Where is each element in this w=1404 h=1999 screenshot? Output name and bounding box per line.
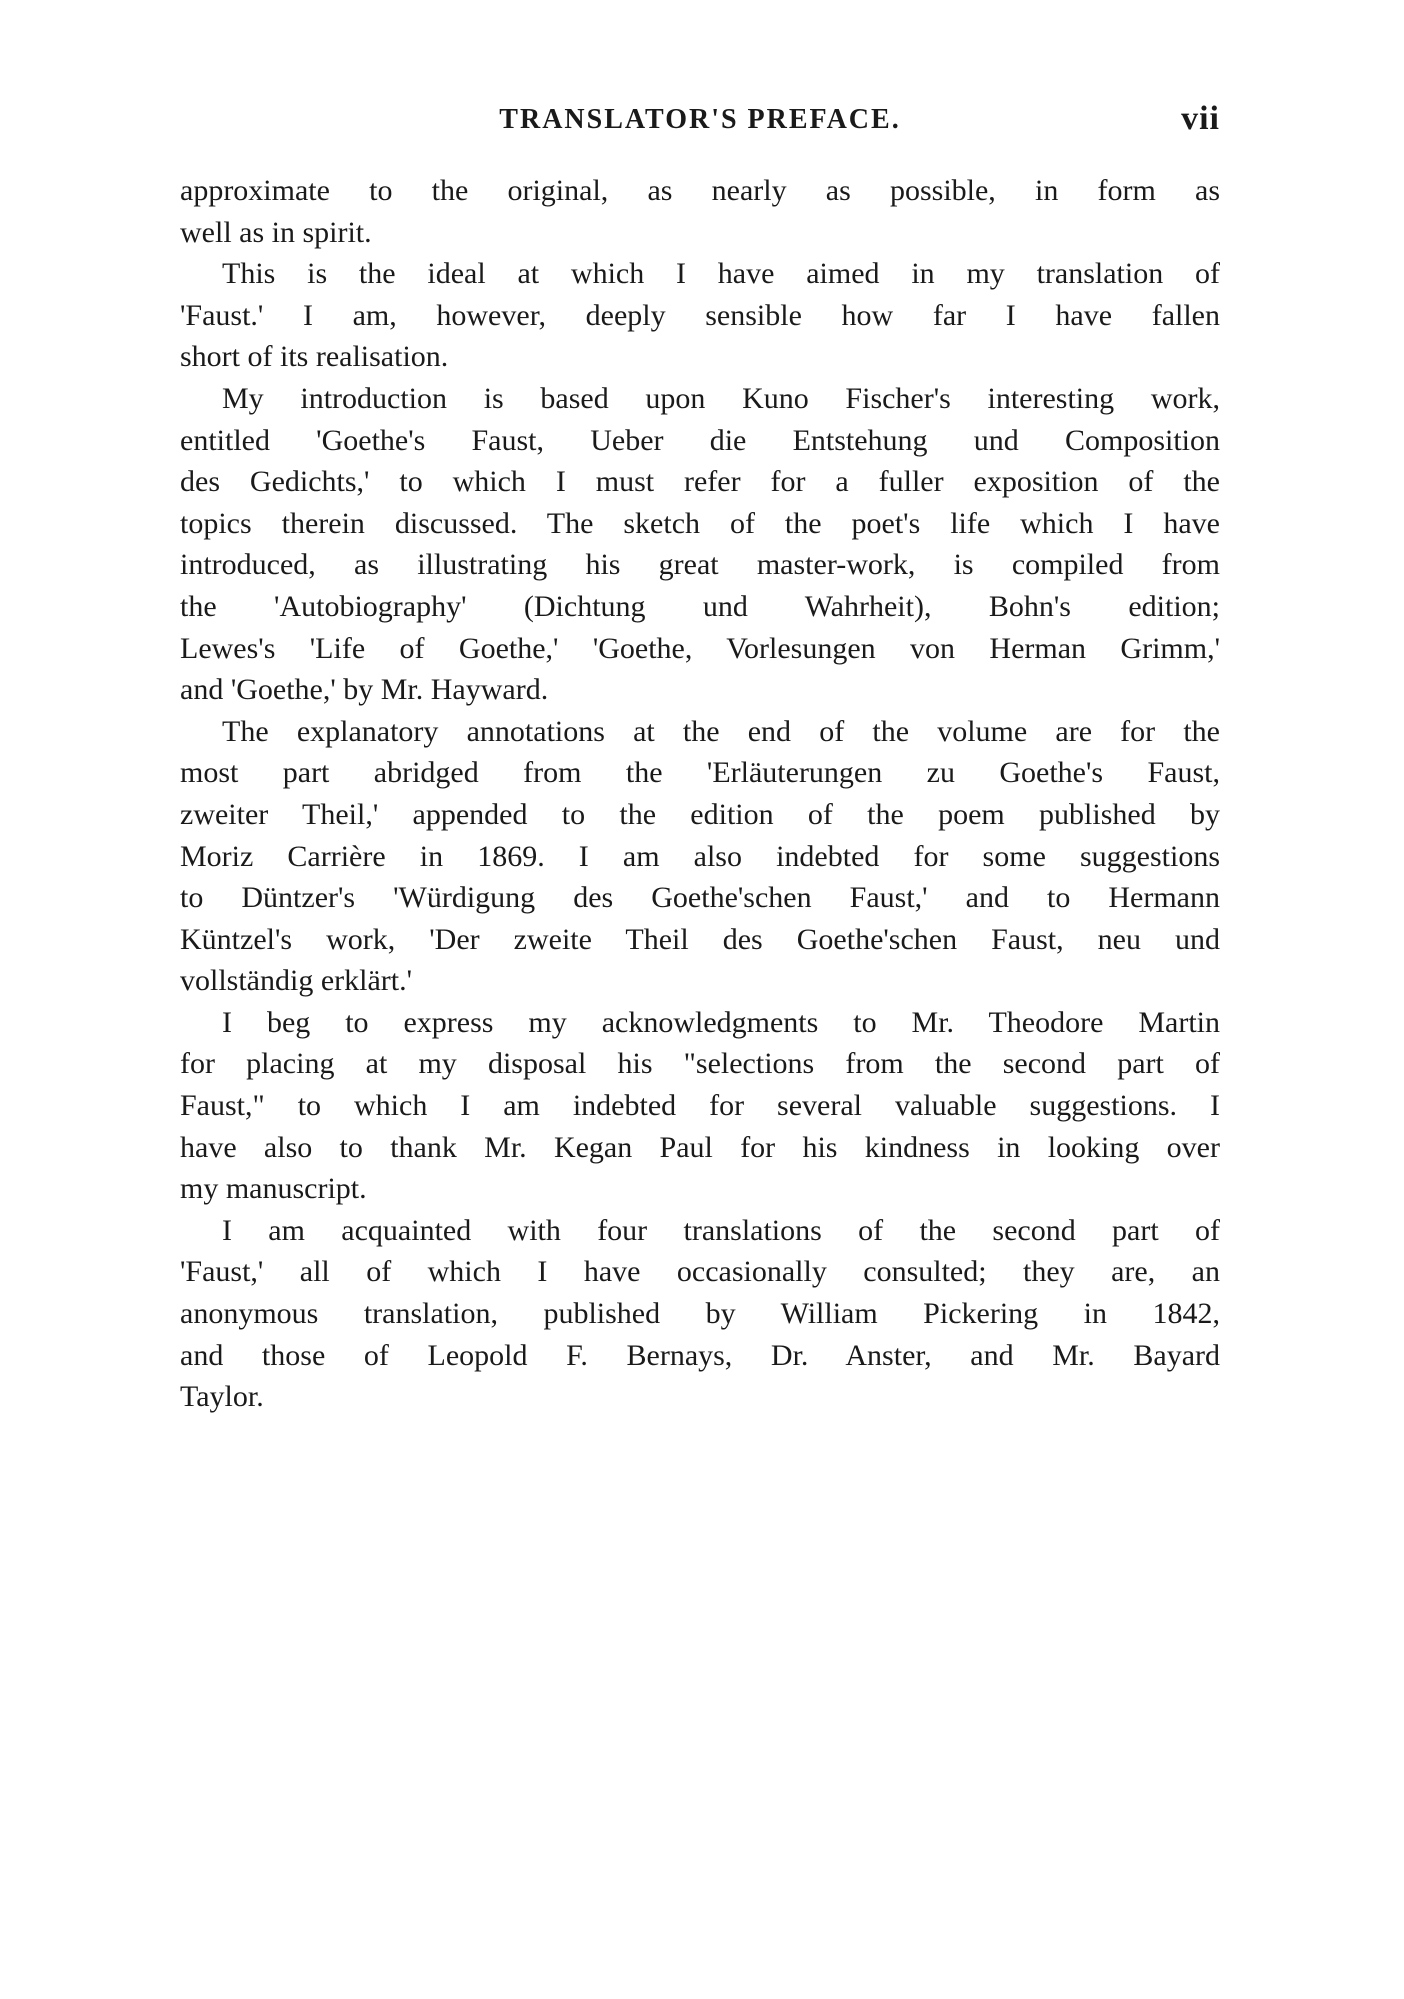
text-line: Küntzel's work, 'Der zweite Theil des Goethe'schen Faust, neu und	[180, 922, 1220, 956]
paragraph-2	[180, 253, 1220, 378]
text-line: The explanatory annotations at the end of the volume are for the	[222, 714, 1220, 748]
text-line: Moriz Carrière in 1869. I am also indebted for some suggestions	[180, 839, 1220, 873]
text-line: introduced, as illustrating his great master-work, is compiled from	[180, 548, 1220, 582]
paragraph-4	[180, 711, 1220, 1002]
text-line: zweiter Theil,' appended to the edition of the poem published by	[180, 797, 1220, 831]
text-line: to Düntzer's 'Würdigung des Goethe'schen Faust,' and to Hermann	[180, 881, 1220, 915]
page-number: vii	[1181, 100, 1220, 137]
text-line: most part abridged from the 'Erläuterungen zu Goethe's Faust,	[180, 756, 1220, 790]
text-line: I am acquainted with four translations of the second part of	[222, 1213, 1220, 1247]
text-line: 'Faust,' all of which I have occasionally consulted; they are, an	[180, 1255, 1220, 1289]
text-line: entitled 'Goethe's Faust, Ueber die Entstehung und Composition	[180, 423, 1220, 457]
paragraph-3	[180, 378, 1220, 711]
text-line: anonymous translation, published by William Pickering in 1842,	[180, 1297, 1220, 1331]
text-line: Taylor.	[180, 1380, 264, 1414]
text-line: and those of Leopold F. Bernays, Dr. Anster, and Mr. Bayard	[180, 1338, 1220, 1372]
text-line: my manuscript.	[180, 1172, 367, 1206]
text-line: the 'Autobiography' (Dichtung und Wahrheit), Bohn's edition;	[180, 589, 1220, 623]
body-text	[180, 170, 1220, 1418]
paragraph-1	[180, 170, 1220, 253]
text-line: 'Faust.' I am, however, deeply sensible how far I have fallen	[180, 298, 1220, 332]
paragraph-5	[180, 1002, 1220, 1210]
text-line: My introduction is based upon Kuno Fischer's interesting work,	[222, 381, 1220, 415]
text-line: Lewes's 'Life of Goethe,' 'Goethe, Vorlesungen von Herman Grimm,'	[180, 631, 1220, 665]
text-line: well as in spirit.	[180, 215, 372, 249]
running-head	[180, 100, 1220, 144]
text-line: approximate to the original, as nearly as possible, in form as	[180, 174, 1220, 207]
text-line: des Gedichts,' to which I must refer for a fuller exposition of the	[180, 465, 1220, 499]
text-line: Faust," to which I am indebted for several valuable suggestions. I	[180, 1089, 1220, 1123]
text-line: This is the ideal at which I have aimed in my translation of	[222, 257, 1220, 291]
text-line: topics therein discussed. The sketch of the poet's life which I have	[180, 506, 1220, 540]
text-line: have also to thank Mr. Kegan Paul for his kindness in looking over	[180, 1130, 1220, 1164]
paragraph-6	[180, 1210, 1220, 1418]
text-line: for placing at my disposal his "selections from the second part of	[180, 1047, 1220, 1081]
text-line: and 'Goethe,' by Mr. Hayward.	[180, 673, 549, 707]
text-line: short of its realisation.	[180, 340, 449, 374]
text-line: I beg to express my acknowledgments to Mr. Theodore Martin	[222, 1005, 1220, 1039]
running-title: TRANSLATOR'S PREFACE.	[499, 104, 901, 135]
text-line: vollständig erklärt.'	[180, 964, 413, 998]
